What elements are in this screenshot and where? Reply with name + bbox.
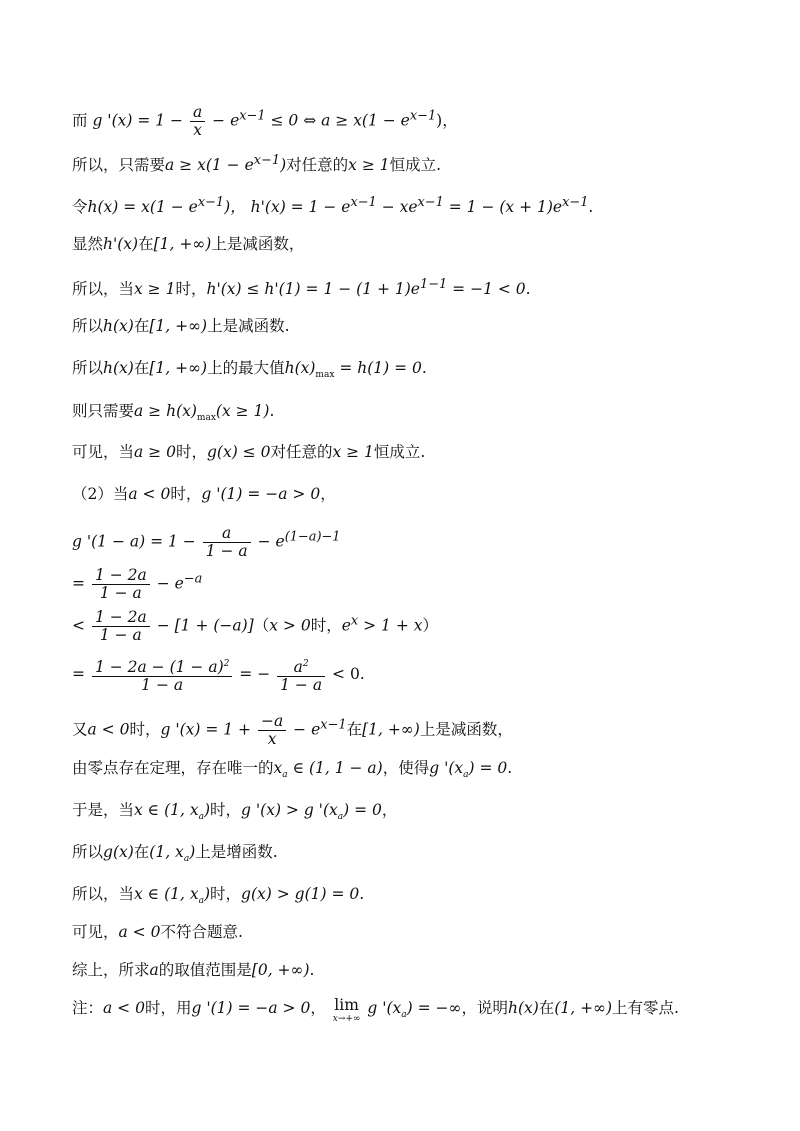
line-define-h: 令$h(x) = x(1 - e^{x-1})$， $h'(x) = 1 - e^{x-1} - xe^{x-1} = 1 - (x + 1)e^{x-1}$. [72,195,594,217]
fraction-1-minus-2a-b: $\frac{1 - 2a}{1 - a}$ [92,609,150,644]
fraction-a-over-x: $\frac{a}{x}$ [190,104,205,139]
line-g-prime-1-minus-a: g '(1 − a) = 1 − $\frac{a}{1 - a}$ − $e^{(1-a)-1}$ [72,524,341,560]
line-case-2: （2）当a < 0时，g '(1) = −a > 0， [72,485,336,503]
line-g-increasing: 所以g(x)在(1, $x_a$)上是增函数. [72,843,278,865]
line-derivative-g: 而 g '(x) = 1 − $\frac{a}{x}$ − $e^{x-1} \le 0$ ⇔ $a \ge x(1 - e^{x-1})$， [72,103,458,139]
fraction-a-over-1-minus-a: $\frac{a}{1 - a}$ [203,525,251,560]
fraction-long-numerator: $\frac{1 - 2a - (1 - a)^2}{1 - a}$ [92,656,232,694]
fraction-neg-a-over-x: $\frac{-a}{x}$ [258,713,286,748]
line-g-prime-decreasing: 又a < 0时，g '(x) = 1 + $\frac{-a}{x}$ − $e^{x-1}$在[1, +∞)上是减函数， [72,712,513,748]
line-summary: 综上，所求a的取值范围是[0, +∞). [72,961,315,979]
line-conclusion-a-nonneg: 可见，当a ≥ 0时，g(x) ≤ 0对任意的x ≥ 1恒成立. [72,443,426,461]
line-note: 注：a < 0时，用g '(1) = −a > 0， lim x→+∞ g '$(x_a)$ = −∞，说明h(x)在(1, +∞)上有零点. [72,996,679,1024]
limit-notation: lim x→+∞ [332,996,361,1024]
line-zero-existence: 由零点存在定理，存在唯一的$x_a$ ∈ (1, 1 − a)，使得g '$(x_a) = 0$. [72,759,513,781]
line-equals-step: = $\frac{1 - 2a}{1 - a}$ − $e^{-a}$ [72,566,203,602]
line-g-prime-positive: 于是，当x ∈ (1, $x_a$)时，g '(x) > g '$(x_a) = 0$， [72,801,398,823]
line-final-inequality: = $\frac{1 - 2a - (1 - a)^2}{1 - a}$ = − $\frac{a^2}{1 - a}$ < 0. [72,656,365,694]
line-h-decreasing: 所以h(x)在[1, +∞)上是减函数. [72,317,290,335]
line-h-prime-decreasing: 显然h'(x)在[1, +∞)上是减函数， [72,235,305,253]
line-a-negative-invalid: 可见，a < 0不符合题意. [72,923,243,941]
fraction-a-squared: $\frac{a^2}{1 - a}$ [277,656,325,694]
line-requirement: 所以，只需要$a \ge x(1 - e^{x-1})$对任意的x ≥ 1恒成立. [72,153,442,175]
line-only-need: 则只需要$a \ge h(x)_{max}(x \ge 1)$. [72,402,275,424]
line-g-positive: 所以，当x ∈ (1, $x_a$)时，g(x) > g(1) = 0. [72,885,365,907]
fraction-1-minus-2a: $\frac{1 - 2a}{1 - a}$ [92,567,150,602]
line-h-prime-negative: 所以，当x ≥ 1时，$h'(x) \le h'(1) = 1 - (1 + 1)e^{1-1} = -1 < 0$. [72,277,531,299]
line-less-than-step: < $\frac{1 - 2a}{1 - a}$ − [1 + (−a)]（x > 0时，$e^x > 1 + x$） [72,608,438,644]
line-h-max: 所以h(x)在[1, +∞)上的最大值$h(x)_{max} = h(1) = 0$. [72,359,427,381]
